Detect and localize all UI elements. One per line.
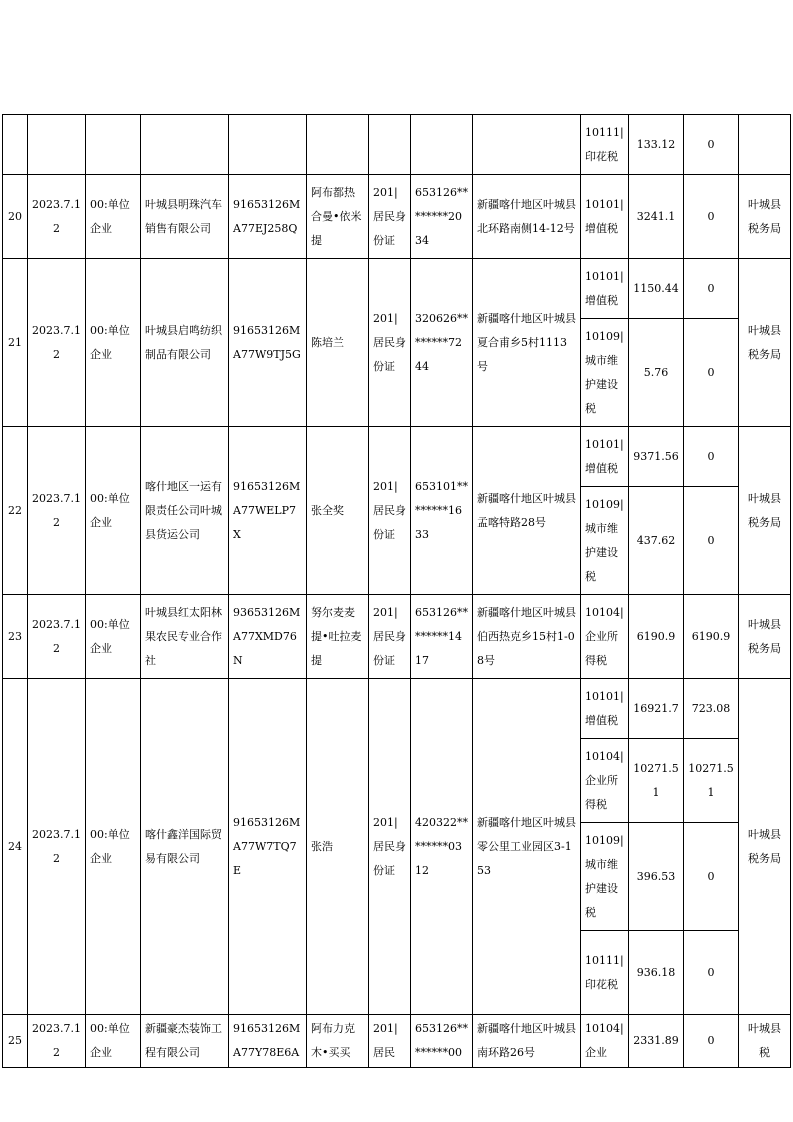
- credit-code-cell: 91653126MA77Y78E6A: [229, 1015, 307, 1068]
- arrears-amount-cell: 0: [684, 319, 739, 427]
- tax-item-cell: 10101|增值税: [581, 679, 629, 739]
- arrears-amount-cell: 0: [684, 823, 739, 931]
- date-cell: 2023.7.12: [28, 595, 86, 679]
- id-number-cell: 653101********1633: [411, 427, 473, 595]
- id-type-cell: 201|居民身份证: [369, 427, 411, 595]
- row-number-cell: [3, 115, 28, 175]
- arrears-amount-cell: 0: [684, 115, 739, 175]
- credit-code-cell: 91653126MA77W9TJ5G: [229, 259, 307, 427]
- tax-item-cell: 10104|企业所得税: [581, 739, 629, 823]
- row-number-cell: 20: [3, 175, 28, 259]
- id-type-cell: [369, 115, 411, 175]
- id-number-cell: 320626********7244: [411, 259, 473, 427]
- address-cell: [473, 115, 581, 175]
- credit-code-cell: 91653126MA77EJ258Q: [229, 175, 307, 259]
- tax-amount-cell: 936.18: [629, 931, 684, 1015]
- date-cell: 2023.7.12: [28, 175, 86, 259]
- company-name-cell: 叶城县明珠汽车销售有限公司: [141, 175, 229, 259]
- date-cell: 2023.7.12: [28, 679, 86, 1015]
- legal-person-cell: 阿布都热合曼•依米提: [307, 175, 369, 259]
- id-number-cell: 420322********0312: [411, 679, 473, 1015]
- id-type-cell: 201|居民身份证: [369, 175, 411, 259]
- address-cell: 新疆喀什地区叶城县北环路南侧14-12号: [473, 175, 581, 259]
- credit-code-cell: 91653126MA77W7TQ7E: [229, 679, 307, 1015]
- address-cell: 新疆喀什地区叶城县南环路26号: [473, 1015, 581, 1068]
- tax-arrears-table: [2, 114, 791, 1068]
- tax-amount-cell: 133.12: [629, 115, 684, 175]
- company-name-cell: 新疆豪杰装饰工程有限公司: [141, 1015, 229, 1068]
- tax-item-cell: 10101|增值税: [581, 259, 629, 319]
- id-number-cell: [411, 115, 473, 175]
- tax-amount-cell: 2331.89: [629, 1015, 684, 1068]
- id-type-cell: 201|居民: [369, 1015, 411, 1068]
- taxpayer-type-cell: 00:单位企业: [86, 679, 141, 1015]
- date-cell: [28, 115, 86, 175]
- company-name-cell: 叶城县启鸣纺织制品有限公司: [141, 259, 229, 427]
- table-row: [3, 595, 791, 679]
- company-name-cell: 喀什地区一运有限责任公司叶城县货运公司: [141, 427, 229, 595]
- tax-item-cell: 10111|印花税: [581, 931, 629, 1015]
- tax-amount-cell: 10271.51: [629, 739, 684, 823]
- address-cell: 新疆喀什地区叶城县夏合甫乡5村1113号: [473, 259, 581, 427]
- address-cell: 新疆喀什地区叶城县伯西热克乡15村1-08号: [473, 595, 581, 679]
- company-name-cell: 叶城县红太阳林果农民专业合作社: [141, 595, 229, 679]
- taxpayer-type-cell: 00:单位企业: [86, 1015, 141, 1068]
- table-row: [3, 115, 791, 175]
- table-row: [3, 175, 791, 259]
- credit-code-cell: 93653126MA77XMD76N: [229, 595, 307, 679]
- taxpayer-type-cell: 00:单位企业: [86, 259, 141, 427]
- tax-amount-cell: 16921.7: [629, 679, 684, 739]
- tax-item-cell: 10111|印花税: [581, 115, 629, 175]
- row-number-cell: 25: [3, 1015, 28, 1068]
- tax-bureau-cell: 叶城县税务局: [739, 259, 791, 427]
- arrears-amount-cell: 0: [684, 487, 739, 595]
- date-cell: 2023.7.12: [28, 427, 86, 595]
- legal-person-cell: [307, 115, 369, 175]
- tax-amount-cell: 6190.9: [629, 595, 684, 679]
- tax-item-cell: 10109|城市维护建设税: [581, 487, 629, 595]
- arrears-amount-cell: 723.08: [684, 679, 739, 739]
- arrears-amount-cell: 10271.51: [684, 739, 739, 823]
- tax-amount-cell: 3241.1: [629, 175, 684, 259]
- taxpayer-type-cell: 00:单位企业: [86, 175, 141, 259]
- tax-bureau-cell: 叶城县税务局: [739, 175, 791, 259]
- tax-amount-cell: 1150.44: [629, 259, 684, 319]
- tax-item-cell: 10101|增值税: [581, 427, 629, 487]
- tax-item-cell: 10104|企业所得税: [581, 595, 629, 679]
- row-number-cell: 24: [3, 679, 28, 1015]
- tax-bureau-cell: 叶城县税: [739, 1015, 791, 1068]
- tax-bureau-cell: 叶城县税务局: [739, 595, 791, 679]
- taxpayer-type-cell: [86, 115, 141, 175]
- arrears-amount-cell: 6190.9: [684, 595, 739, 679]
- date-cell: 2023.7.12: [28, 259, 86, 427]
- id-number-cell: 653126********2034: [411, 175, 473, 259]
- row-number-cell: 23: [3, 595, 28, 679]
- tax-bureau-cell: 叶城县税务局: [739, 679, 791, 1015]
- credit-code-cell: 91653126MA77WELP7X: [229, 427, 307, 595]
- tax-amount-cell: 9371.56: [629, 427, 684, 487]
- tax-bureau-cell: [739, 115, 791, 175]
- id-number-cell: 653126********00: [411, 1015, 473, 1068]
- legal-person-cell: 阿布力克木•买买: [307, 1015, 369, 1068]
- id-number-cell: 653126********1417: [411, 595, 473, 679]
- tax-item-cell: 10104|企业: [581, 1015, 629, 1068]
- arrears-amount-cell: 0: [684, 427, 739, 487]
- row-number-cell: 21: [3, 259, 28, 427]
- legal-person-cell: 努尔麦麦提•吐拉麦提: [307, 595, 369, 679]
- id-type-cell: 201|居民身份证: [369, 679, 411, 1015]
- id-type-cell: 201|居民身份证: [369, 595, 411, 679]
- arrears-amount-cell: 0: [684, 1015, 739, 1068]
- tax-amount-cell: 5.76: [629, 319, 684, 427]
- credit-code-cell: [229, 115, 307, 175]
- table-row: [3, 1015, 791, 1068]
- taxpayer-type-cell: 00:单位企业: [86, 595, 141, 679]
- date-cell: 2023.7.12: [28, 1015, 86, 1068]
- company-name-cell: [141, 115, 229, 175]
- legal-person-cell: 张全奖: [307, 427, 369, 595]
- tax-bureau-cell: 叶城县税务局: [739, 427, 791, 595]
- row-number-cell: 22: [3, 427, 28, 595]
- arrears-amount-cell: 0: [684, 175, 739, 259]
- tax-amount-cell: 396.53: [629, 823, 684, 931]
- address-cell: 新疆喀什地区叶城县零公里工业园区3-153: [473, 679, 581, 1015]
- tax-amount-cell: 437.62: [629, 487, 684, 595]
- table-row: [3, 259, 791, 319]
- arrears-amount-cell: 0: [684, 259, 739, 319]
- table-row: [3, 427, 791, 487]
- arrears-amount-cell: 0: [684, 931, 739, 1015]
- id-type-cell: 201|居民身份证: [369, 259, 411, 427]
- tax-item-cell: 10109|城市维护建设税: [581, 319, 629, 427]
- legal-person-cell: 陈培兰: [307, 259, 369, 427]
- legal-person-cell: 张浩: [307, 679, 369, 1015]
- table-row: [3, 679, 791, 739]
- address-cell: 新疆喀什地区叶城县孟喀特路28号: [473, 427, 581, 595]
- tax-item-cell: 10109|城市维护建设税: [581, 823, 629, 931]
- company-name-cell: 喀什鑫洋国际贸易有限公司: [141, 679, 229, 1015]
- tax-item-cell: 10101|增值税: [581, 175, 629, 259]
- taxpayer-type-cell: 00:单位企业: [86, 427, 141, 595]
